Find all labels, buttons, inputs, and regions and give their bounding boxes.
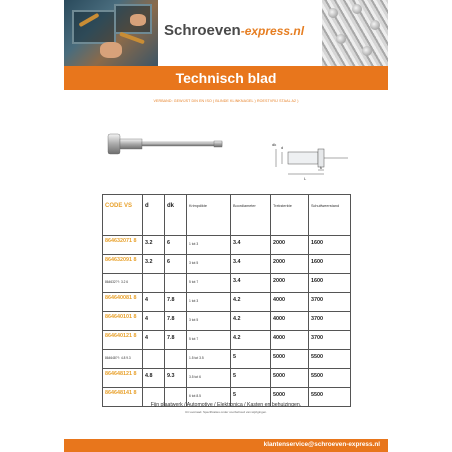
dk-cell: 9.3 <box>167 373 175 379</box>
disclaimer-text: Uit voorraad. Specificaties onder voorbehoud van wijzigingen. <box>184 410 268 414</box>
schuifweerstand-cell: 3700 <box>311 316 323 322</box>
schuifweerstand-cell: 1600 <box>311 259 323 265</box>
d-cell <box>145 274 162 277</box>
treksterkte-cell: 5000 <box>273 392 285 398</box>
treksterkte-cell: 5000 <box>273 373 285 379</box>
table-row <box>103 236 351 255</box>
code-note-cell: 864632??: 3.2 6 <box>105 280 129 284</box>
label-L: L <box>304 176 307 181</box>
footer-bar <box>64 439 388 452</box>
boordiameter-cell: 3.4 <box>233 259 241 265</box>
code-cell: 864640121 8 <box>105 333 137 339</box>
code-cell: 864648141 8 <box>105 390 137 396</box>
boordiameter-cell: 5 <box>233 354 236 360</box>
code-cell: 864640101 8 <box>105 314 137 320</box>
logo-accent-text: -express.nl <box>240 24 305 38</box>
table-row <box>103 369 351 388</box>
treksterkte-cell: 4000 <box>273 335 285 341</box>
krimpdikte-cell: 1 tot 3 <box>189 299 199 303</box>
krimpdikte-cell: 5 tot 7 <box>189 337 199 341</box>
code-cell: 864648121 8 <box>105 371 137 377</box>
dk-cell: 6 <box>167 240 170 246</box>
dk-cell <box>167 274 184 277</box>
header-krimpdikte: Krimpdikte <box>189 204 207 208</box>
schuifweerstand-cell: 3700 <box>311 335 323 341</box>
dk-cell: 7.8 <box>167 316 175 322</box>
rivet-illustration <box>102 128 226 160</box>
krimpdikte-cell: 3 tot 5 <box>189 261 199 265</box>
dk-cell: 7.8 <box>167 297 175 303</box>
site-logo[interactable] <box>164 22 304 42</box>
specification-table <box>102 194 351 407</box>
table-row <box>103 255 351 274</box>
krimpdikte-cell: 1 tot 3 <box>189 242 199 246</box>
boordiameter-cell: 5 <box>233 373 236 379</box>
code-cell: 864632071 8 <box>105 238 137 244</box>
dk-cell <box>167 350 184 353</box>
treksterkte-cell: 5000 <box>273 354 285 360</box>
krimpdikte-cell: 3.5 tot 6 <box>189 375 201 379</box>
dk-cell <box>167 388 184 391</box>
dimension-drawing <box>268 138 352 186</box>
title-banner <box>64 66 388 90</box>
d-cell: 3.2 <box>145 240 153 246</box>
d-cell: 4 <box>145 335 148 341</box>
code-cell: 864640081 8 <box>105 295 137 301</box>
table-row <box>103 293 351 312</box>
table-header-row <box>103 195 351 236</box>
boordiameter-cell: 3.4 <box>233 278 241 284</box>
header-boordiameter: Boordiameter <box>233 204 256 208</box>
workshop-photo <box>64 0 158 66</box>
treksterkte-cell: 2000 <box>273 278 285 284</box>
header <box>64 0 388 66</box>
treksterkte-cell: 4000 <box>273 316 285 322</box>
header-d: d <box>145 203 149 209</box>
boordiameter-cell: 3.4 <box>233 240 241 246</box>
technical-sheet <box>64 0 388 452</box>
d-cell <box>145 388 162 391</box>
krimpdikte-cell: 6 tot 8.5 <box>189 394 201 398</box>
d-cell: 4 <box>145 316 148 322</box>
table-row <box>103 312 351 331</box>
table-row <box>103 274 351 293</box>
table-row <box>103 331 351 350</box>
d-cell: 4.8 <box>145 373 153 379</box>
header-code: CODE VS <box>105 203 133 209</box>
treksterkte-cell: 4000 <box>273 297 285 303</box>
label-dk: dk <box>272 142 277 147</box>
schuifweerstand-cell: 5500 <box>311 392 323 398</box>
boordiameter-cell: 5 <box>233 392 236 398</box>
boordiameter-cell: 4.2 <box>233 335 241 341</box>
screws-photo <box>322 0 388 66</box>
krimpdikte-cell: 3 tot 5 <box>189 318 199 322</box>
boordiameter-cell: 4.2 <box>233 316 241 322</box>
d-cell <box>145 350 162 353</box>
dk-cell: 7.8 <box>167 335 175 341</box>
code-note-cell: 864648??: 4.8 9.3 <box>105 356 131 360</box>
header-treksterkte: Treksterkte <box>273 204 292 208</box>
label-k: k <box>320 165 322 170</box>
schuifweerstand-cell: 5500 <box>311 373 323 379</box>
dk-cell: 6 <box>167 259 170 265</box>
product-subtitle: VERBAND: GEWIJST DIN EN ISO ( BLINDE KLINKNAGEL ) ROESTVRIJ STAAL A2 ) <box>153 99 299 103</box>
krimpdikte-cell: 5 tot 7 <box>189 280 199 284</box>
schuifweerstand-cell: 3700 <box>311 297 323 303</box>
contact-email-link[interactable]: klantenservice@schroeven-express.nl <box>263 441 380 448</box>
code-cell: 864632091 8 <box>105 257 137 263</box>
d-cell: 4 <box>145 297 148 303</box>
label-d: d <box>281 145 284 150</box>
header-dk: dk <box>167 203 175 209</box>
krimpdikte-cell: 1.5 tot 3.5 <box>189 356 204 360</box>
d-cell: 3.2 <box>145 259 153 265</box>
logo-main-text: Schroeven <box>164 22 241 39</box>
boordiameter-cell: 4.2 <box>233 297 241 303</box>
treksterkte-cell: 2000 <box>273 240 285 246</box>
schuifweerstand-cell: 5500 <box>311 354 323 360</box>
applications-text: Fijn plaatwerk / Automotive / Elektronica / Kasten en behuizingen. <box>150 402 302 408</box>
header-schuifweerstand: Schuifweerstand <box>311 204 340 208</box>
schuifweerstand-cell: 1600 <box>311 278 323 284</box>
schuifweerstand-cell: 1600 <box>311 240 323 246</box>
treksterkte-cell: 2000 <box>273 259 285 265</box>
page-title: Technisch blad <box>175 70 277 86</box>
table-row <box>103 350 351 369</box>
